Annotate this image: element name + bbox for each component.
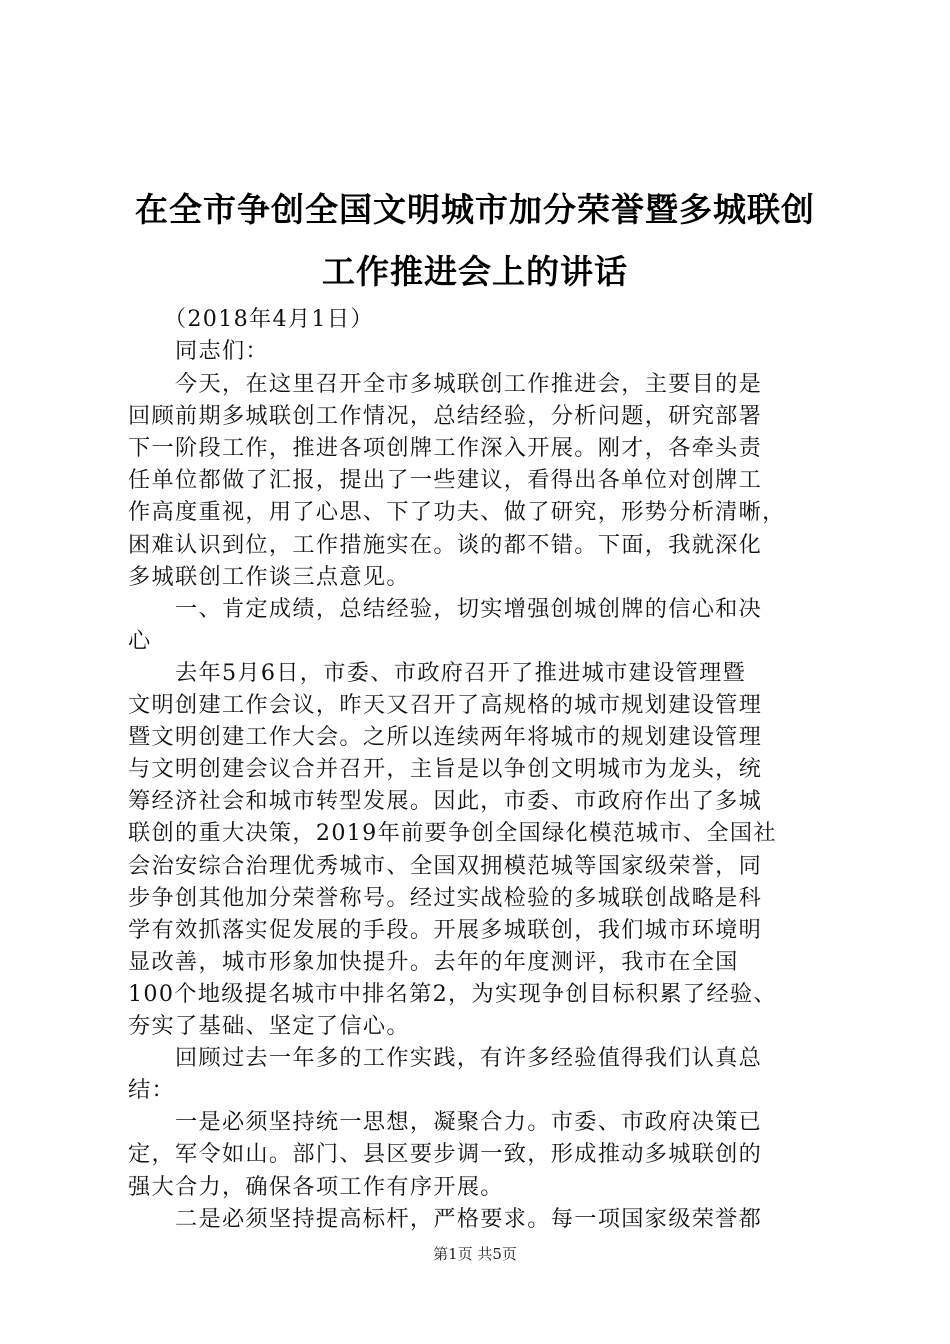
body-line: 与文明创建会议合并召开，主旨是以争创文明城市为龙头，统 (128, 756, 763, 783)
body-line: 学有效抓落实促发展的手段。开展多城联创，我们城市环境明 (128, 916, 763, 943)
body-line: 联创的重大决策，2019年前要争创全国绿化模范城市、全国社 (128, 820, 777, 847)
page-footer: 第1页 共5页 (433, 1245, 517, 1263)
body-line: 多城联创工作谈三点意见。 (128, 563, 410, 590)
body-line: 文明创建工作会议，昨天又召开了高规格的城市规划建设管理 (128, 692, 763, 718)
body-line: 步争创其他加分荣誉称号。经过实战检验的多城联创战略是科 (128, 884, 763, 911)
body-line: 回顾前期多城联创工作情况，总结经验，分析问题，研究部署 (128, 403, 763, 430)
body-line: 任单位都做了汇报，提出了一些建议，看得出各单位对创牌工 (128, 467, 763, 494)
body-line: 去年5月6日，市委、市政府召开了推进城市建设管理暨 (128, 659, 747, 686)
body-line: 强大合力，确保各项工作有序开展。 (128, 1173, 504, 1200)
body-line: 100个地级提名城市中排名第2，为实现争创目标积累了经验、 (128, 980, 777, 1007)
body-line: 定，军令如山。部门、县区要步调一致，形成推动多城联创的 (128, 1141, 763, 1168)
body-line: 结： (128, 1077, 175, 1104)
body-line: 下一阶段工作，推进各项创牌工作深入开展。刚才，各牵头责 (128, 435, 763, 462)
body-line: 同志们： (128, 338, 269, 364)
body-line: 会治安综合治理优秀城市、全国双拥模范城等国家级荣誉，同 (128, 852, 763, 879)
body-line: 显改善，城市形象加快提升。去年的年度测评，我市在全国 (128, 948, 739, 975)
body-line: 夯实了基础、坚定了信心。 (128, 1013, 410, 1039)
body-line: 作高度重视，用了心思、下了功夫、做了研究，形势分析清晰， (128, 499, 786, 526)
body-line: 二是必须坚持提高标杆，严格要求。每一项国家级荣誉都 (128, 1205, 763, 1232)
title-line-2: 工作推进会上的讲话 (322, 252, 628, 291)
body-line: 心 (128, 627, 152, 654)
body-line: 回顾过去一年多的工作实践，有许多经验值得我们认真总 (128, 1045, 763, 1072)
body-line: 一、肯定成绩，总结经验，切实增强创城创牌的信心和决 (128, 595, 763, 622)
body-line: 今天，在这里召开全市多城联创工作推进会，主要目的是 (128, 371, 763, 397)
body-line: （2018年4月1日） (128, 306, 374, 332)
body-line: 困难认识到位，工作措施实在。谈的都不错。下面，我就深化 (128, 531, 763, 558)
body-line: 筹经济社会和城市转型发展。因此，市委、市政府作出了多城 (128, 788, 763, 815)
body-line: 一是必须坚持统一思想，凝聚合力。市委、市政府决策已 (128, 1109, 763, 1136)
title-line-1: 在全市争创全国文明城市加分荣誉暨多城联创 (135, 190, 815, 229)
body-line: 暨文明创建工作大会。之所以连续两年将城市的规划建设管理 (128, 724, 763, 751)
